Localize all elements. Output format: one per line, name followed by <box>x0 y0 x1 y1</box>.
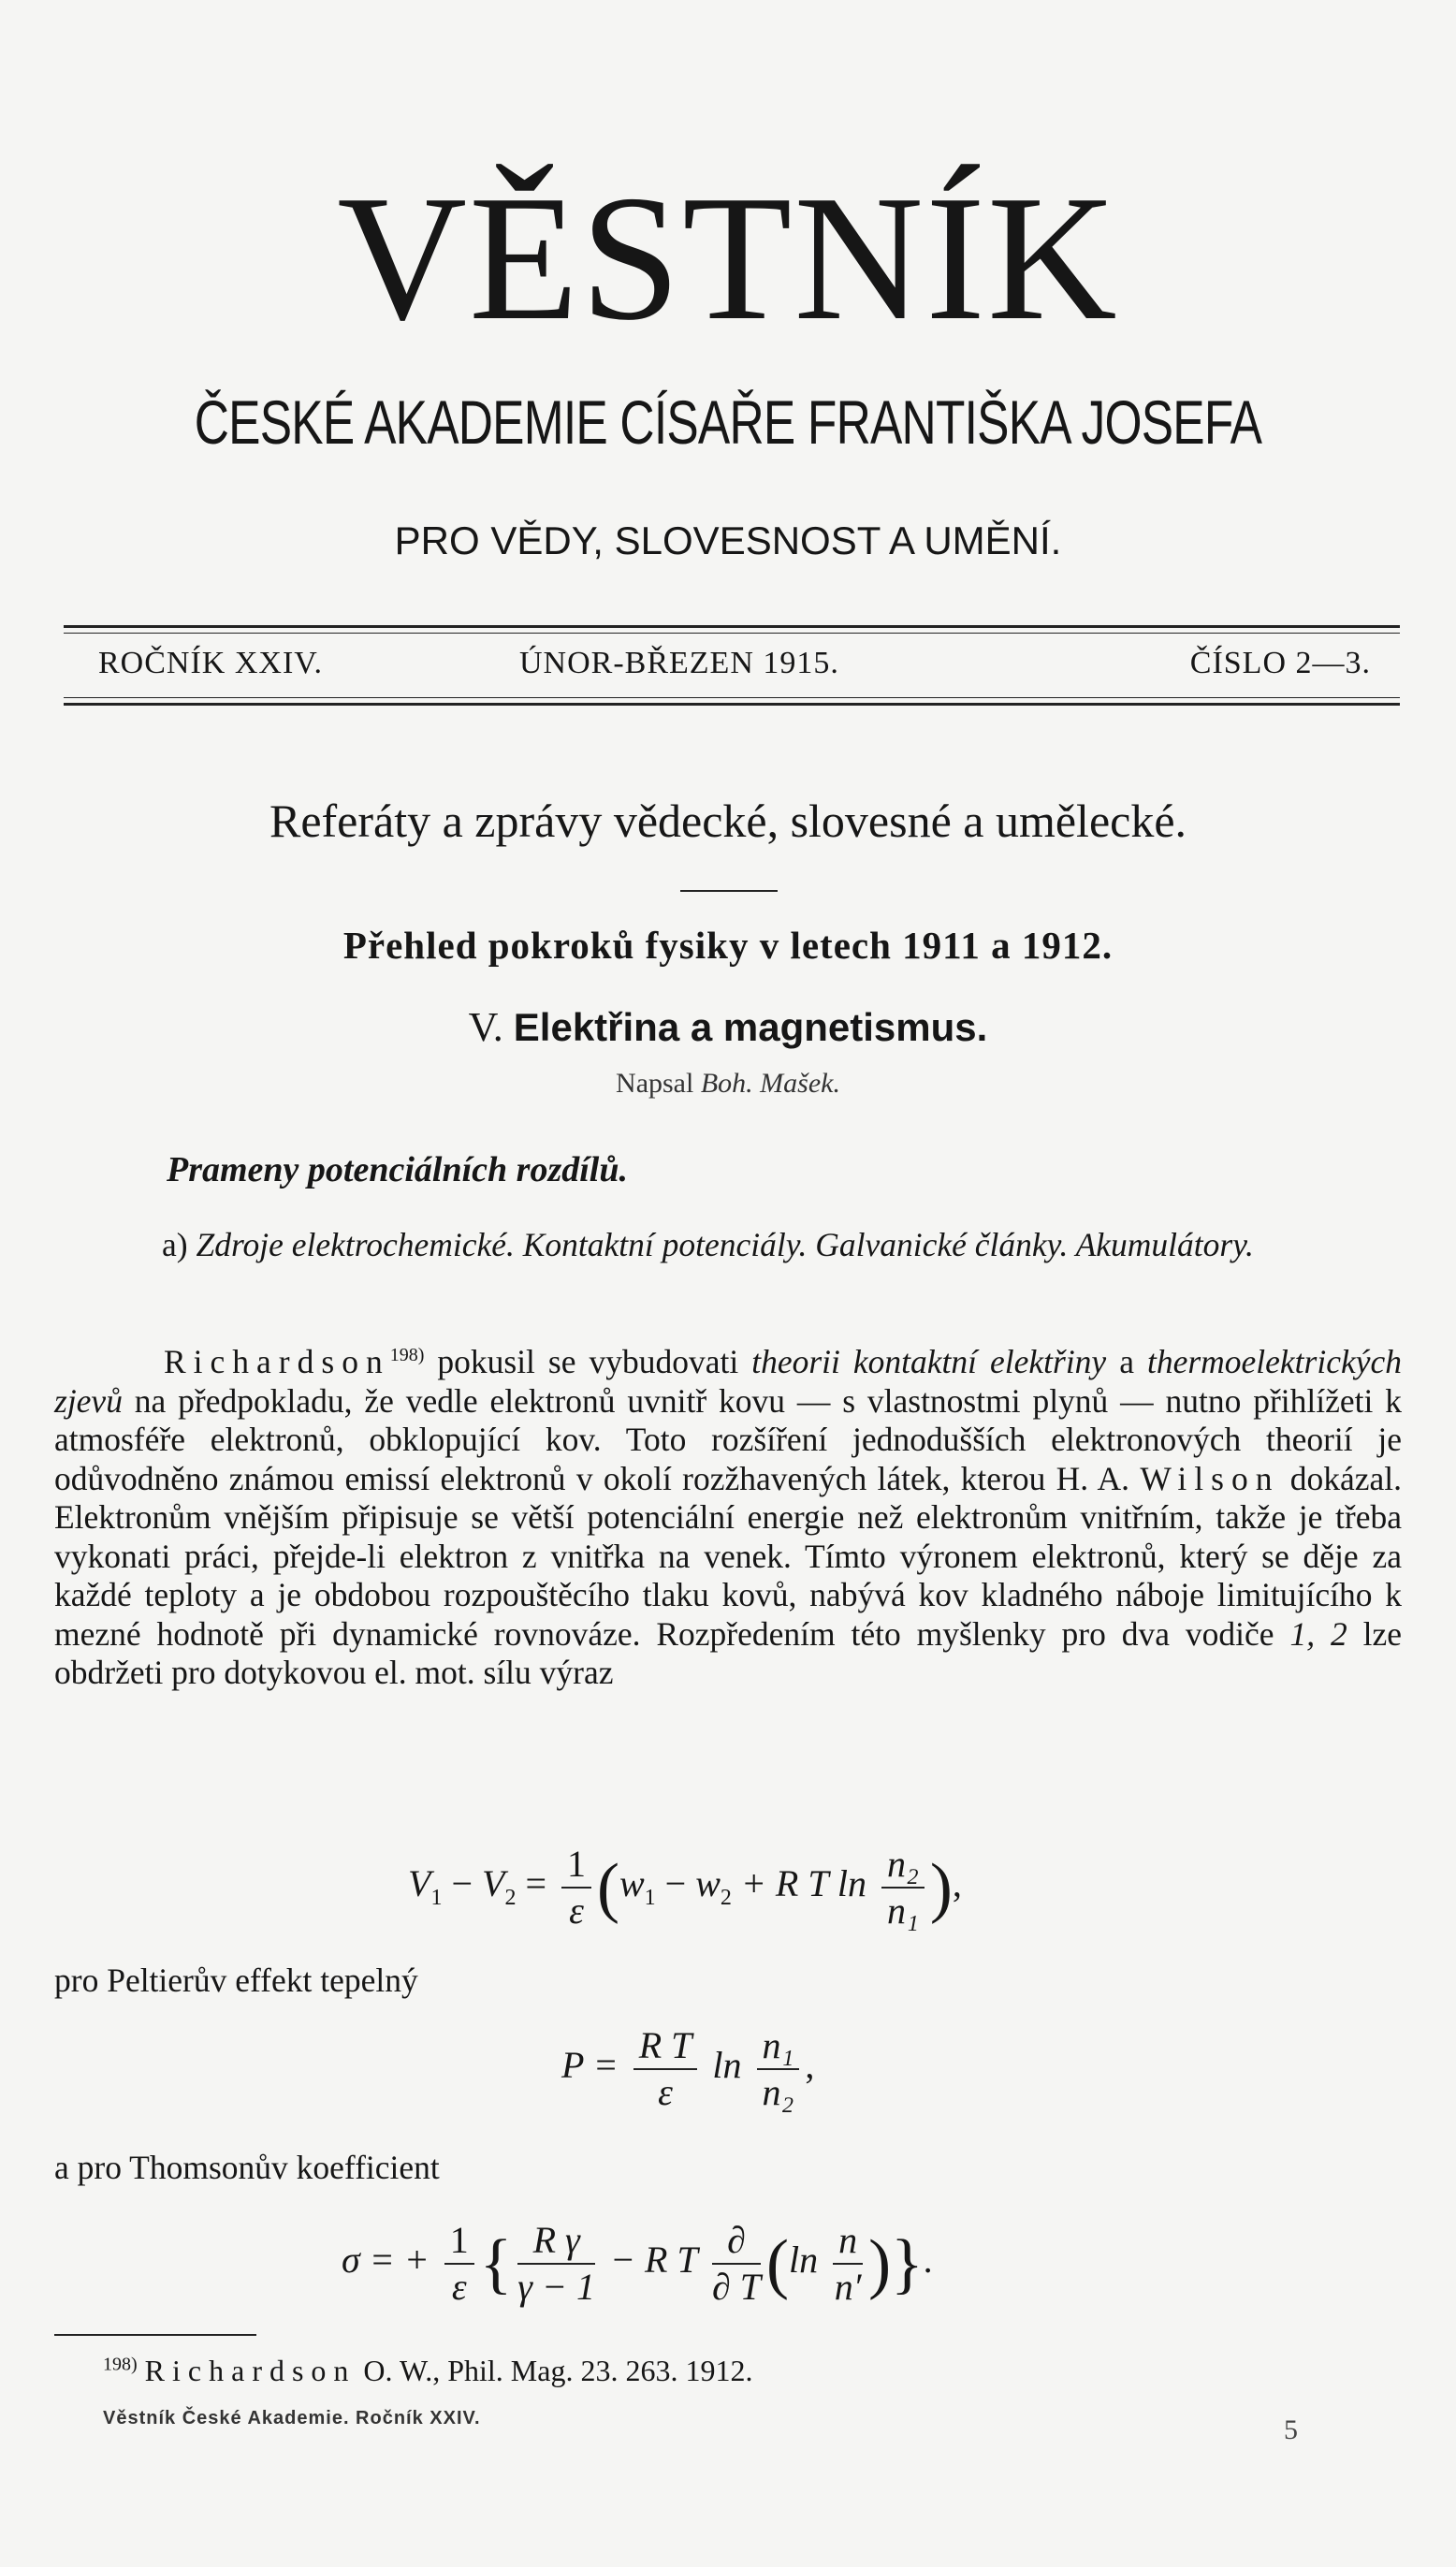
eq-paren: ( <box>766 2225 789 2301</box>
eq-paren: ( <box>597 1849 619 1925</box>
eq-numerator: R T <box>633 2023 698 2070</box>
paragraph-text: na předpokladu, že vedle elektronů uvnitř kovu — s vlastnostmi plynů — nutno přihlížeti k atmosféře elektronů, obklopující kov. Toto rozšíření jednodušších elektronových theorií je odůvodněno známou emissí elektronů v okolí rozžhavených látek, kterou H. A. <box>54 1381 1402 1497</box>
footnote <box>103 2354 752 2388</box>
paragraph-text: a <box>1106 1343 1147 1380</box>
equation-thomson <box>342 2218 933 2310</box>
rule-bottom <box>64 703 1400 706</box>
eq-term: P = <box>561 2044 628 2087</box>
article-part-title: Elektřina a magnetismus. <box>513 1005 988 1049</box>
paragraph-text: dokázal. Elektronům vnějším připisuje se větší potenciální energie než elektronům vnitřním, takže je třeba vykonati práci, přejde-li elektron z vnitřka na venek. Tímto výronem elektronů, který se děje za každé teploty a je obdobou rozpouštěcího tlaku kovů, nabývá kov kladného náboje limitujícího k mezné hodnotě při dynamické rovnováze. Rozpředením této myšlenky pro dva vodiče <box>54 1459 1402 1653</box>
eq-fraction <box>881 1842 925 1933</box>
eq-punct: , <box>805 2044 815 2087</box>
eq-fraction <box>757 2023 800 2115</box>
eq-fraction <box>833 2218 863 2310</box>
eq-numerator: R γ <box>517 2218 595 2265</box>
eq-operator: = <box>516 1862 556 1905</box>
equation-peltier <box>561 2023 814 2115</box>
issue-number: ČÍSLO 2—3. <box>1189 646 1371 680</box>
eq-numerator: n₁ <box>757 2023 800 2070</box>
footnote-ref: 198) <box>389 1345 425 1366</box>
footnote-number: 198) <box>103 2354 138 2375</box>
eq-fraction <box>712 2218 761 2310</box>
eq-term: + R T ln <box>731 1862 876 1905</box>
page-number: 5 <box>1284 2414 1298 2445</box>
eq-denominator: γ − 1 <box>517 2266 596 2308</box>
paragraph-a-label: a) <box>162 1226 188 1263</box>
eq-operator: − <box>442 1862 482 1905</box>
text-peltier: pro Peltierův effekt tepelný <box>54 1962 418 1999</box>
rule-top-thin <box>64 633 1400 634</box>
eq-denominator: ε <box>569 1889 584 1932</box>
eq-sub: 1 <box>430 1886 443 1911</box>
eq-sub: 2 <box>720 1886 732 1911</box>
eq-numerator: 1 <box>444 2218 474 2265</box>
author-name: Boh. Mašek. <box>700 1068 840 1099</box>
paragraph-italic: theorii kontaktní elektřiny <box>751 1343 1107 1380</box>
eq-numerator: n₂ <box>881 1842 925 1889</box>
paragraph-a <box>54 1226 1402 1265</box>
section-divider <box>680 890 778 892</box>
article-part-number: V. <box>468 1004 503 1050</box>
issue-date: ÚNOR-BŘEZEN 1915. <box>519 646 839 680</box>
eq-sub: 1 <box>644 1886 656 1911</box>
eq-symbol: V <box>408 1862 431 1905</box>
eq-fraction <box>633 2023 698 2115</box>
eq-denominator: n′ <box>834 2266 862 2308</box>
eq-denominator: ε <box>658 2071 673 2113</box>
eq-numerator: 1 <box>561 1842 591 1889</box>
eq-numerator: ∂ <box>712 2218 761 2265</box>
eq-punct: , <box>952 1862 962 1905</box>
eq-denominator: ∂ T <box>712 2266 762 2308</box>
eq-fraction <box>444 2218 474 2310</box>
eq-symbol: V <box>482 1862 505 1905</box>
eq-numerator: n <box>833 2218 863 2265</box>
masthead-title: VĚSTNÍK <box>337 158 1119 357</box>
byline-prefix: Napsal <box>616 1068 694 1099</box>
paragraph-text: lze obdržeti pro dotykovou el. mot. sílu výraz <box>54 1614 1403 1691</box>
masthead-subtitle: PRO VĚDY, SLOVESNOST A UMĚNÍ. <box>394 518 1062 562</box>
paragraph-a-text: Zdroje elektrochemické. Kontaktní potenciály. Galvanické články. Akumulátory. <box>196 1226 1254 1263</box>
eq-operator: − <box>655 1862 696 1905</box>
paragraph-text: pokusil se vybudovati <box>424 1343 752 1380</box>
eq-denominator: n₂ <box>762 2071 794 2113</box>
eq-denominator: ε <box>451 2266 467 2308</box>
footnote-citation: O. W., Phil. Mag. 23. 263. 1912. <box>356 2354 753 2387</box>
eq-fraction <box>517 2218 595 2310</box>
paragraph-italic: 1, 2 <box>1289 1614 1347 1653</box>
issue-info <box>98 646 1371 689</box>
text-thomson: a pro Thomsonův koefficient <box>54 2149 440 2186</box>
subheading: Prameny potenciálních rozdílů. <box>167 1150 628 1189</box>
eq-paren: ) <box>929 1849 953 1925</box>
eq-punct: . <box>923 2239 933 2282</box>
eq-brace: } <box>891 2225 924 2301</box>
footnote-rule <box>54 2334 256 2336</box>
eq-symbol: w <box>695 1862 721 1905</box>
eq-term: ln <box>703 2044 751 2087</box>
equation-contact-emf <box>408 1842 962 1933</box>
paragraph-main <box>54 1343 1402 1693</box>
rule-top <box>64 625 1400 628</box>
section-title: Referáty a zprávy vědecké, slovesné a umělecké. <box>269 795 1187 847</box>
article-title: Přehled pokroků fysiky v letech 1911 a 1912. <box>342 924 1114 967</box>
article-part <box>0 1004 1456 1050</box>
eq-symbol: w <box>619 1862 645 1905</box>
author-richardson: Richardson <box>164 1343 390 1380</box>
author-wilson: Wilson <box>1140 1459 1280 1497</box>
eq-sub: 2 <box>504 1886 517 1911</box>
eq-paren: ) <box>868 2225 892 2301</box>
masthead-academy: ČESKÉ AKADEMIE CÍSAŘE FRANTIŠKA JOSEFA <box>194 387 1262 457</box>
eq-term: − R T <box>601 2239 706 2282</box>
paragraph-italic: thermoelektrických zjevů <box>54 1343 1402 1420</box>
eq-fraction <box>561 1842 591 1933</box>
rule-bottom-thin <box>64 697 1400 698</box>
issue-volume: ROČNÍK XXIV. <box>98 646 323 680</box>
byline <box>0 1070 1456 1098</box>
footnote-author: Richardson <box>144 2354 357 2387</box>
eq-denominator: n₁ <box>886 1889 919 1932</box>
eq-brace: { <box>479 2225 513 2301</box>
eq-term: σ = + <box>342 2239 439 2282</box>
eq-term: ln <box>789 2239 828 2282</box>
footer-journal: Věstník České Akademie. Ročník XXIV. <box>103 2408 481 2428</box>
